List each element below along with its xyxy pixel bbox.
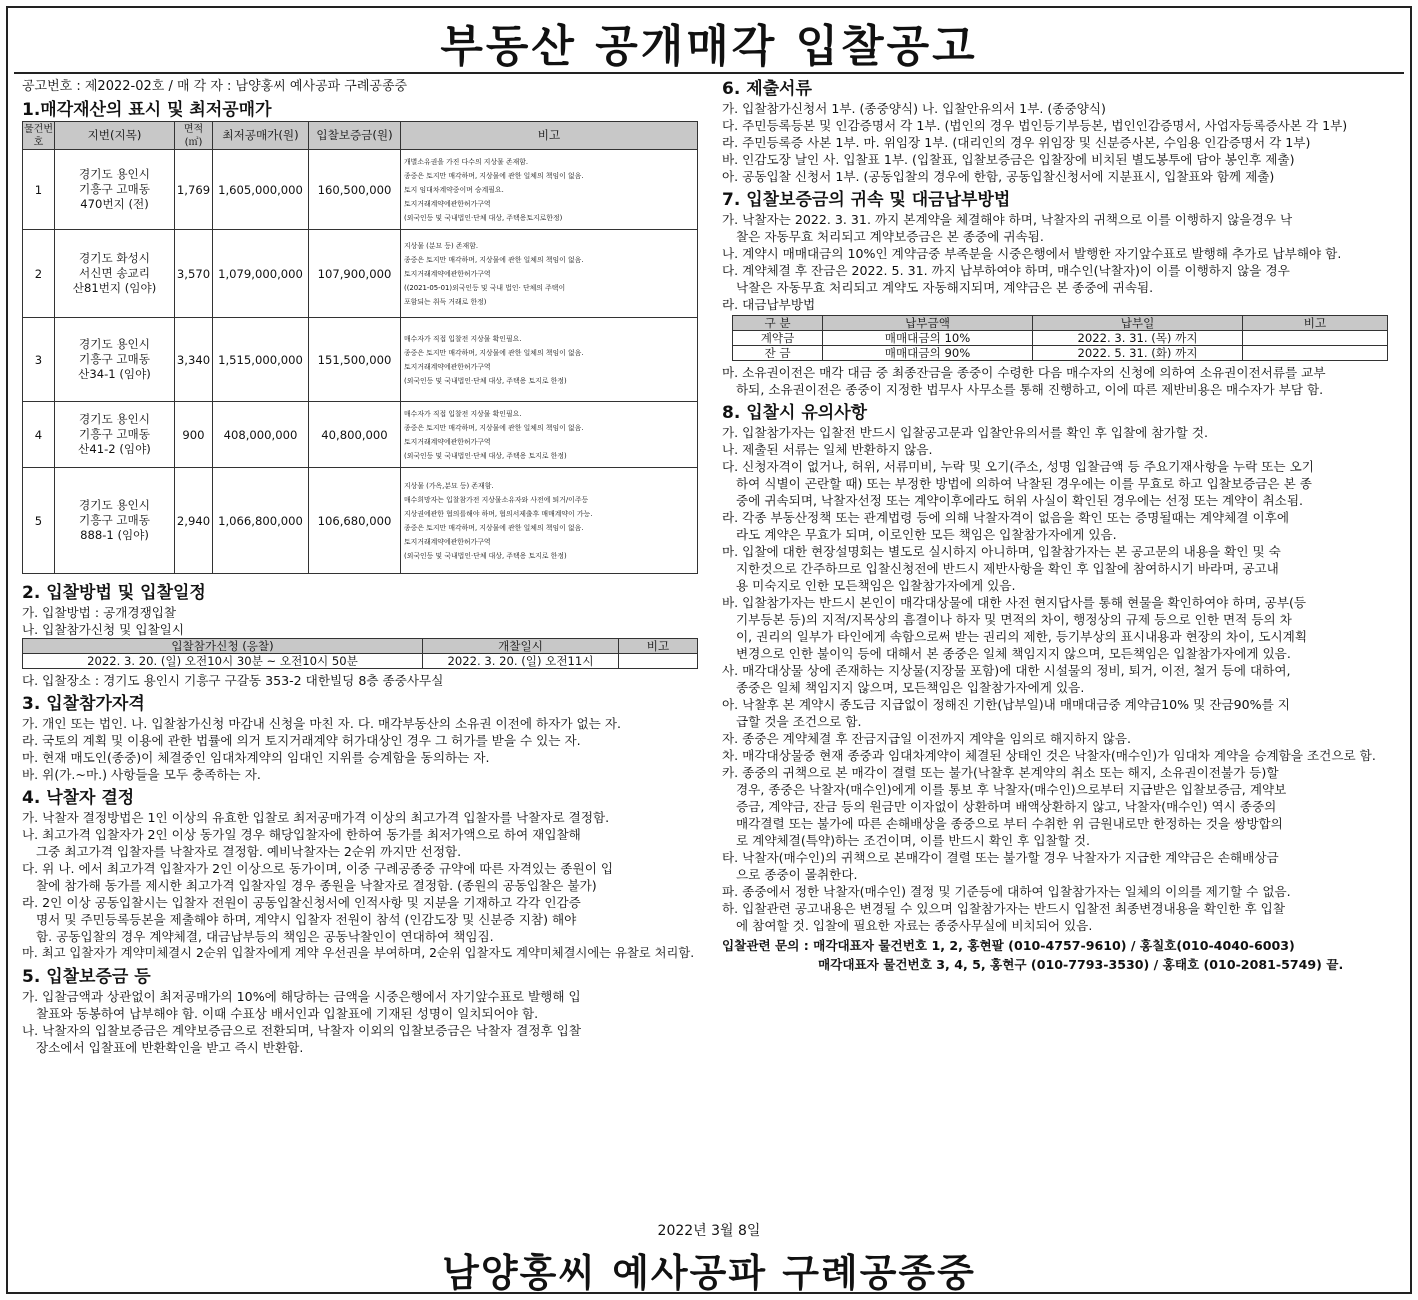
- caution-line: 아. 낙찰후 본 계약시 종도금 지급없이 정해진 기한(납부일)내 매매대금중 계약금10% 및 잔금90%를 지: [722, 697, 1290, 712]
- property-no: 1: [23, 150, 55, 230]
- property-lot-line: 서신면 송교리: [79, 266, 150, 280]
- property-note-line: 토지거래계약에관한허가구역: [404, 269, 491, 278]
- property-note-line: 개별소유권을 가진 다수의 지상물 존재함.: [404, 157, 529, 166]
- caution-line: 다. 신청자격이 없거나, 허위, 서류미비, 누락 및 오기(주소, 성명 입찰금액 등 주요기재사항을 누락 또는 오기: [722, 459, 1314, 474]
- section-7-title: 7. 입찰보증금의 귀속 및 대금납부방법: [722, 190, 1011, 210]
- deposit-rule-line: 장소에서 입찰표에 반환확인을 받고 즉시 반환함.: [36, 1040, 304, 1055]
- winner-rule-line: 다. 위 나. 에서 최고가격 입찰자가 2인 이상으로 동가이며, 이중 구례공종중 규약에 따른 자격있는 종원이 입: [22, 861, 614, 876]
- property-min-price: 1,515,000,000: [213, 318, 309, 402]
- section-5-body: [22, 988, 698, 1056]
- title-divider: [14, 72, 1404, 74]
- property-row: [23, 230, 698, 318]
- winner-rule-line: 가. 낙찰자 결정방법은 1인 이상의 유효한 입찰로 최저공매가격 이상의 최고가격 입찰자를 낙찰자로 결정함.: [22, 810, 610, 825]
- winner-rule-line: 라. 2인 이상 공동입찰시는 입찰자 전원이 공동입찰신청서에 인적사항 및 지분을 기재하고 각각 인감증: [22, 895, 581, 910]
- caution-line: 나. 제출된 서류는 일체 반환하지 않음.: [722, 442, 933, 457]
- col-header-price: 최저공매가(원): [213, 122, 309, 150]
- schedule-table: [22, 638, 698, 669]
- property-deposit: 40,800,000: [309, 402, 401, 468]
- property-note: [401, 468, 698, 574]
- payment-table: [732, 315, 1388, 361]
- schedule-header-apply: 입찰참가신청 (응찰): [23, 639, 423, 654]
- property-no: 2: [23, 230, 55, 318]
- payment-cell: 매매대금의 90%: [823, 346, 1033, 361]
- winner-rule-line: 명서 및 주민등록등본을 제출해야 하며, 계약시 입찰자 전원이 참석 (인감도장 및 신분증 지참) 해야: [36, 912, 577, 927]
- payment-rule-line: 찰은 자동무효 처리되고 계약보증금은 본 종중에 귀속됨.: [736, 229, 1044, 244]
- property-note-line: 지상물 (가옥,분묘 등) 존재함.: [404, 481, 494, 490]
- payment-row: [733, 331, 1388, 346]
- schedule-note: [619, 654, 698, 669]
- qualification-line: 바. 위(가.~마.) 사항들을 모두 충족하는 자.: [22, 767, 261, 782]
- payment-cell: 2022. 3. 31. (목) 까지: [1033, 331, 1243, 346]
- bid-method: 가. 입찰방법 : 공개경쟁입찰: [22, 605, 177, 620]
- caution-line: 라. 각종 부동산정책 또는 관계법령 등에 의해 낙찰자격이 없음을 확인 또는 증명될때는 계약체결 이후에: [722, 510, 1289, 525]
- qualification-line: 라. 국토의 계획 및 이용에 관한 법률에 의거 토지거래계약 허가대상인 경우 그 허가를 받을 수 있는 자.: [22, 733, 581, 748]
- property-note-line: 토지거래계약에관한허가구역: [404, 537, 491, 546]
- payment-row: [733, 346, 1388, 361]
- contact-line-2: 매각대표자 물건번호 3, 4, 5, 홍현구 (010-7793-3530) / 홍태호 (010-2081-5749) 끝.: [818, 957, 1344, 972]
- document-line: 가. 입찰참가신청서 1부. (종중양식) 나. 입찰안유의서 1부. (종중양식): [722, 101, 1106, 116]
- section-3-body: [22, 715, 698, 783]
- payment-header-note: 비고: [1243, 316, 1388, 331]
- property-note-line: (외국인등 및 국내법인·단체 대상, 주택용 토지로 한정): [404, 451, 567, 460]
- property-lot-line: 기흥구 고매동: [79, 352, 150, 366]
- caution-line: 에 참여할 것. 입찰에 필요한 자료는 종중사무실에 비치되어 있음.: [736, 918, 1093, 933]
- payment-cell: 2022. 5. 31. (화) 까지: [1033, 346, 1243, 361]
- caution-line: 종중은 일체 책임지지 않으며, 모든책임은 입찰참가자에게 있음.: [736, 680, 1085, 695]
- property-note-line: 토지거래계약에관한허가구역: [404, 199, 491, 208]
- caution-line: 차. 매각대상물중 현재 종중과 임대차계약이 체결된 상태인 것은 낙찰자(매수인)가 임대차 계약을 승계함을 조건으로 함.: [722, 748, 1376, 763]
- section-8-title: 8. 입찰시 유의사항: [722, 403, 868, 423]
- col-header-note: 비고: [401, 122, 698, 150]
- property-no: 3: [23, 318, 55, 402]
- property-note-line: 종중은 토지만 매각하며, 지상물에 관한 일체의 책임이 없음.: [404, 255, 584, 264]
- section-6-title: 6. 제출서류: [722, 79, 812, 99]
- contact-line-1: 입찰관련 문의 : 매각대표자 물건번호 1, 2, 홍현팔 (010-4757-9610) / 홍칠호(010-4040-6003): [722, 938, 1295, 953]
- caution-line: 사. 매각대상물 상에 존재하는 지상물(지장물 포함)에 대한 시설물의 정비, 퇴거, 이전, 철거 등에 대하여,: [722, 663, 1291, 678]
- caution-line: 로 계약체결(특약)하는 조건이며, 이를 반드시 확인 후 입찰할 것.: [736, 833, 1090, 848]
- deposit-rule-line: 찰표와 동봉하여 납부해야 함. 이때 수표상 배서인과 입찰표에 기재된 성명이 일치되어야 함.: [36, 1006, 539, 1021]
- property-lot: [55, 150, 175, 230]
- property-min-price: 1,079,000,000: [213, 230, 309, 318]
- property-note-line: 토지 임대차계약중이며 승계필요.: [404, 185, 504, 194]
- property-row: [23, 318, 698, 402]
- payment-header-amount: 납부금액: [823, 316, 1033, 331]
- left-column: [22, 78, 698, 1056]
- property-lot-line: 경기도 용인시: [79, 167, 150, 181]
- caution-line: 타. 낙찰자(매수인)의 귀책으로 본매각이 결렬 또는 불가할 경우 낙찰자가 지급한 계약금은 손해배상금: [722, 850, 1279, 865]
- property-note-line: 종중은 토지만 매각하며, 지상물에 관한 일체의 책임이 없음.: [404, 423, 584, 432]
- property-deposit: 160,500,000: [309, 150, 401, 230]
- schedule-header-open: 개찰일시: [423, 639, 619, 654]
- property-note-line: 토지거래계약에관한허가구역: [404, 362, 491, 371]
- property-note-line: (외국인등 및 국내법인·단체 대상, 주택용 토지로 한정): [404, 376, 567, 385]
- document-line: 아. 공동입찰 신청서 1부. (공동입찰의 경우에 한함, 공동입찰신청서에 지분표시, 입찰표와 함께 제출): [722, 169, 1275, 184]
- caution-line: 으로 종중이 몰취한다.: [736, 867, 858, 882]
- section-7-after: [722, 364, 1398, 398]
- property-no: 4: [23, 402, 55, 468]
- property-lot-line: 산81번지 (임야): [72, 281, 157, 295]
- property-area: 3,570: [175, 230, 213, 318]
- property-table: [22, 121, 698, 574]
- caution-line: 증금, 계약금, 잔금 등의 원금만 이자없이 상환하며 배액상환하지 않고, 낙찰자(매수인) 역시 종중의: [736, 799, 1277, 814]
- payment-rule-line: 다. 계약체결 후 잔금은 2022. 5. 31. 까지 납부하여야 하며, 매수인(낙찰자)이 이를 이행하지 않을 경우: [722, 263, 1290, 278]
- property-note-line: 지상권에관한 협의를해야 하며, 협의서제출후 매매계약이 가능.: [404, 509, 593, 518]
- property-lot-line: 산41-2 (임야): [78, 442, 151, 456]
- property-lot: [55, 402, 175, 468]
- property-no: 5: [23, 468, 55, 574]
- property-lot: [55, 318, 175, 402]
- property-lot-line: 기흥구 고매동: [79, 427, 150, 441]
- section-4-body: [22, 809, 698, 962]
- property-area: 1,769: [175, 150, 213, 230]
- section-1-title: 1.매각재산의 표시 및 최저공매가: [22, 100, 272, 120]
- property-lot-line: 기흥구 고매동: [79, 513, 150, 527]
- caution-line: 변경으로 인한 불이익 등에 대해서 본 종중은 일체 책임지지 않으며, 모든책임은 입찰참가자에게 있음.: [736, 646, 1291, 661]
- qualification-line: 가. 개인 또는 법인. 나. 입찰참가신청 마감내 신청을 마친 자. 다. 매각부동산의 소유권 이전에 하자가 없는 자.: [22, 716, 622, 731]
- property-row: [23, 468, 698, 574]
- col-header-area: 면적(㎡): [175, 122, 213, 150]
- payment-rule-line: 라. 대금납부방법: [722, 297, 816, 312]
- caution-line: 기부등본 등)의 지적/지목상의 흠결이나 하자 및 면적의 차이, 행정상의 규제 등으로 인한 면적 등의 차: [736, 612, 1292, 627]
- section-5-title: 5. 입찰보증금 등: [22, 967, 151, 987]
- payment-header-type: 구 분: [733, 316, 823, 331]
- winner-rule-line: 마. 최고 입찰자가 계약미체결시 2순위 입찰자에게 계약 우선권을 부여하며, 2순위 입찰자도 계약미체결시에는 유찰로 처리함.: [22, 946, 695, 960]
- property-min-price: 1,605,000,000: [213, 150, 309, 230]
- col-header-deposit: 입찰보증금(원): [309, 122, 401, 150]
- property-lot-line: 경기도 용인시: [79, 337, 150, 351]
- winner-rule-line: 나. 최고가격 입찰자가 2인 이상 동가일 경우 해당입찰자에 한하여 동가를 최저가액으로 하여 재입찰해: [22, 827, 581, 842]
- document-line: 바. 인감도장 날인 사. 입찰표 1부. (입찰표, 입찰보증금은 입찰장에 비치된 별도봉투에 담아 봉인후 제출): [722, 152, 1295, 167]
- payment-cell: 계약금: [733, 331, 823, 346]
- payment-cell: [1243, 346, 1388, 361]
- property-note-line: 매수희망자는 입찰참가전 지상물소유자와 사전에 퇴거/이주등: [404, 495, 589, 504]
- col-header-lot: 지번(지목): [55, 122, 175, 150]
- property-lot-line: 경기도 화성시: [79, 251, 150, 265]
- payment-cell: 매매대금의 10%: [823, 331, 1033, 346]
- property-note: [401, 230, 698, 318]
- caution-line: 매각결렬 또는 불가에 따른 손해배상을 종중으로 부터 수취한 위 금원내로만 한정하는 것을 쌍방합의: [736, 816, 1283, 831]
- deposit-rule-line: 가. 입찰금액과 상관없이 최저공매가의 10%에 해당하는 금액을 시중은행에서 자기앞수표로 발행해 입: [22, 989, 581, 1004]
- section-7-body: [722, 211, 1398, 313]
- property-note-line: 매수자가 직접 입찰전 지상물 확인필요.: [404, 334, 522, 343]
- property-note: [401, 150, 698, 230]
- ownership-line: 마. 소유권이전은 매각 대금 중 최종잔금을 종중이 수령한 다음 매수자의 신청에 의하여 소유권이전서류를 교부: [722, 365, 1326, 380]
- bid-place: 다. 입찰장소 : 경기도 용인시 기흥구 구갈동 353-2 대한빌딩 8층 종중사무실: [22, 673, 444, 688]
- property-note: [401, 318, 698, 402]
- property-deposit: 107,900,000: [309, 230, 401, 318]
- schedule-apply-time: 2022. 3. 20. (일) 오전10시 30분 ~ 오전10시 50분: [23, 654, 423, 669]
- caution-line: 파. 종중에서 정한 낙찰자(매수인) 결정 및 기준등에 대하여 입찰참가자는 일체의 이의를 제기할 수 없음.: [722, 884, 1291, 899]
- col-header-no: 물건번호: [24, 123, 53, 148]
- document-line: 라. 주민등록증 사본 1부. 마. 위임장 1부. (대리인의 경우 위임장 및 신분증사본, 수임용 인감증명서 각 1부): [722, 135, 1311, 150]
- property-lot-line: 경기도 용인시: [79, 412, 150, 426]
- payment-header-date: 납부일: [1033, 316, 1243, 331]
- property-lot-line: 산34-1 (임야): [78, 367, 151, 381]
- property-row: [23, 150, 698, 230]
- property-note: [401, 402, 698, 468]
- property-lot: [55, 468, 175, 574]
- property-min-price: 408,000,000: [213, 402, 309, 468]
- property-note-line: (외국인등 및 국내법인·단체 대상, 주택용 토지로 한정): [404, 551, 567, 560]
- payment-rule-line: 나. 계약시 매매대금의 10%인 계약금중 부족분을 시중은행에서 발행한 자기앞수표로 발행해 추가로 납부해야 함.: [722, 246, 1342, 261]
- property-lot-line: 경기도 용인시: [79, 498, 150, 512]
- property-lot-line: 888-1 (임야): [80, 528, 149, 542]
- caution-line: 하여 식별이 곤란할 때) 또는 부정한 방법에 의하여 낙찰된 경우에는 이를 무효로 하고 입찰보증금은 본 종: [736, 476, 1312, 491]
- section-4-title: 4. 낙찰자 결정: [22, 788, 135, 808]
- property-note-line: 지상물 (분묘 등) 존재함.: [404, 241, 479, 250]
- section-6-body: [722, 100, 1398, 185]
- property-row: [23, 402, 698, 468]
- payment-rule-line: 가. 낙찰자는 2022. 3. 31. 까지 본계약을 체결해야 하며, 낙찰자의 귀책으로 이를 이행하지 않을경우 낙: [722, 212, 1293, 227]
- page-title: 부동산 공개매각 입찰공고: [440, 21, 978, 72]
- winner-rule-line: 그중 최고가격 입찰자를 낙찰자로 결정함. 예비낙찰자는 2순위 까지만 선정함.: [36, 844, 462, 859]
- bid-schedule-label: 나. 입찰참가신청 및 입찰일시: [22, 622, 184, 637]
- winner-rule-line: 함. 공동입찰의 경우 계약체결, 대금납부등의 책임은 공동낙찰인이 연대하여 책임짐.: [36, 929, 494, 944]
- caution-line: 마. 입찰에 대한 현장설명회는 별도로 실시하지 아니하며, 입찰참가자는 본 공고문의 내용을 확인 및 숙: [722, 544, 1281, 559]
- section-2-title: 2. 입찰방법 및 입찰일정: [22, 583, 206, 603]
- payment-rule-line: 낙찰은 자동무효 처리되고 계약도 자동해지되며, 계약금은 본 종중에 귀속됨.: [736, 280, 1154, 295]
- caution-line: 경우, 종중은 낙찰자(매수인)에게 이를 통보 후 낙찰자(매수인)으로부터 지급받은 입찰보증금, 계약보: [736, 782, 1287, 797]
- caution-line: 라도 계약은 무효가 되며, 이로인한 모든 책임은 입찰참가자에게 있음.: [736, 527, 1117, 542]
- property-note-line: 종중은 토지만 매각하며, 지상물에 관한 일체의 책임이 없음.: [404, 171, 584, 180]
- property-area: 3,340: [175, 318, 213, 402]
- property-area: 2,940: [175, 468, 213, 574]
- caution-line: 카. 종중의 귀책으로 본 매각이 결렬 또는 불가(낙찰후 본계약의 취소 또는 해지, 소유권이전불가 등)할: [722, 765, 1279, 780]
- property-note-line: 종중은 토지만 매각하며, 지상물에 관한 일체의 책임이 없음.: [404, 523, 584, 532]
- right-column: [722, 78, 1398, 974]
- payment-cell: [1243, 331, 1388, 346]
- caution-line: 지한것으로 간주하므로 입찰신청전에 반드시 제반사항을 확인 후 입찰에 참여하시기 바라며, 공고내: [736, 561, 1279, 576]
- property-note-line: (외국인등 및 국내법인·단체 대상, 주택용토지로한정): [404, 213, 563, 222]
- caution-line: 급할 것을 조건으로 함.: [736, 714, 862, 729]
- caution-line: 가. 입찰참가자는 입찰전 반드시 입찰공고문과 입찰안유의서를 확인 후 입찰에 참가할 것.: [722, 425, 1208, 440]
- issuer-name: 남양홍씨 예사공파 구례공종중: [442, 1251, 976, 1295]
- notice-date: 2022년 3월 8일: [657, 1223, 761, 1239]
- property-note-line: ((2021-05-01)외국인등 및 국내 법인· 단체의 주택이: [404, 283, 566, 292]
- property-lot: [55, 230, 175, 318]
- caution-line: 바. 입찰참가자는 반드시 본인이 매각대상물에 대한 사전 현지답사를 통해 현물을 확인하여야 하며, 공부(등: [722, 595, 1307, 610]
- property-note-line: 매수자가 직접 입찰전 지상물 확인필요.: [404, 409, 522, 418]
- caution-line: 자. 종중은 계약체결 후 잔금지급일 이전까지 계약을 임의로 해지하지 않음.: [722, 731, 1132, 746]
- schedule-open-time: 2022. 3. 20. (일) 오전11시: [423, 654, 619, 669]
- section-8-body: [722, 424, 1398, 934]
- property-note-line: 토지거래계약에관한허가구역: [404, 437, 491, 446]
- payment-cell: 잔 금: [733, 346, 823, 361]
- property-deposit: 106,680,000: [309, 468, 401, 574]
- caution-line: 하. 입찰관련 공고내용은 변경될 수 있으며 입찰참가자는 반드시 입찰전 최종변경내용을 확인한 후 입찰: [722, 901, 1285, 916]
- schedule-header-note: 비고: [619, 639, 698, 654]
- qualification-line: 마. 현재 매도인(종중)이 체결중인 임대차계약의 임대인 지위를 승계함을 동의하는 자.: [22, 750, 490, 765]
- caution-line: 중에 귀속되며, 낙찰자선정 또는 계약이후에라도 허위 사실이 확인된 경우에는 선정 또는 계약이 취소됨.: [736, 493, 1303, 508]
- caution-line: 이, 권리의 일부가 타인에게 속함으로써 받는 권리의 제한, 등기부상의 표시내용과 현장의 차이, 도시계획: [736, 629, 1308, 644]
- property-note-line: 포함되는 취득 거래로 한정): [404, 297, 487, 306]
- deposit-rule-line: 나. 낙찰자의 입찰보증금은 계약보증금으로 전환되며, 낙찰자 이외의 입찰보증금은 낙찰자 결정후 입찰: [22, 1023, 581, 1038]
- winner-rule-line: 찰에 참가해 동가를 제시한 최고가격 입찰자일 경우 종원을 낙찰자로 결정함. (종원의 공동입찰은 불가): [36, 878, 597, 893]
- property-lot-line: 기흥구 고매동: [79, 182, 150, 196]
- property-note-line: 종중은 토지만 매각하며, 지상물에 관한 일체의 책임이 없음.: [404, 348, 584, 357]
- property-area: 900: [175, 402, 213, 468]
- caution-line: 용 미숙지로 인한 모든책임은 입찰참가자에게 있음.: [736, 578, 1016, 593]
- property-deposit: 151,500,000: [309, 318, 401, 402]
- document-line: 다. 주민등록등본 및 인감증명서 각 1부. (법인의 경우 법인등기부등본, 법인인감증명서, 사업자등록증사본 각 1부): [722, 118, 1348, 133]
- notice-meta: 공고번호 : 제2022-02호 / 매 각 자 : 남양홍씨 예사공파 구례공종중: [22, 79, 408, 94]
- ownership-line: 하되, 소유권이전은 종중이 지정한 법무사 사무소를 통해 진행하고, 이에 따른 제반비용은 매수자가 부담 함.: [736, 382, 1324, 397]
- section-3-title: 3. 입찰참가자격: [22, 694, 145, 714]
- property-lot-line: 470번지 (전): [80, 197, 149, 211]
- property-min-price: 1,066,800,000: [213, 468, 309, 574]
